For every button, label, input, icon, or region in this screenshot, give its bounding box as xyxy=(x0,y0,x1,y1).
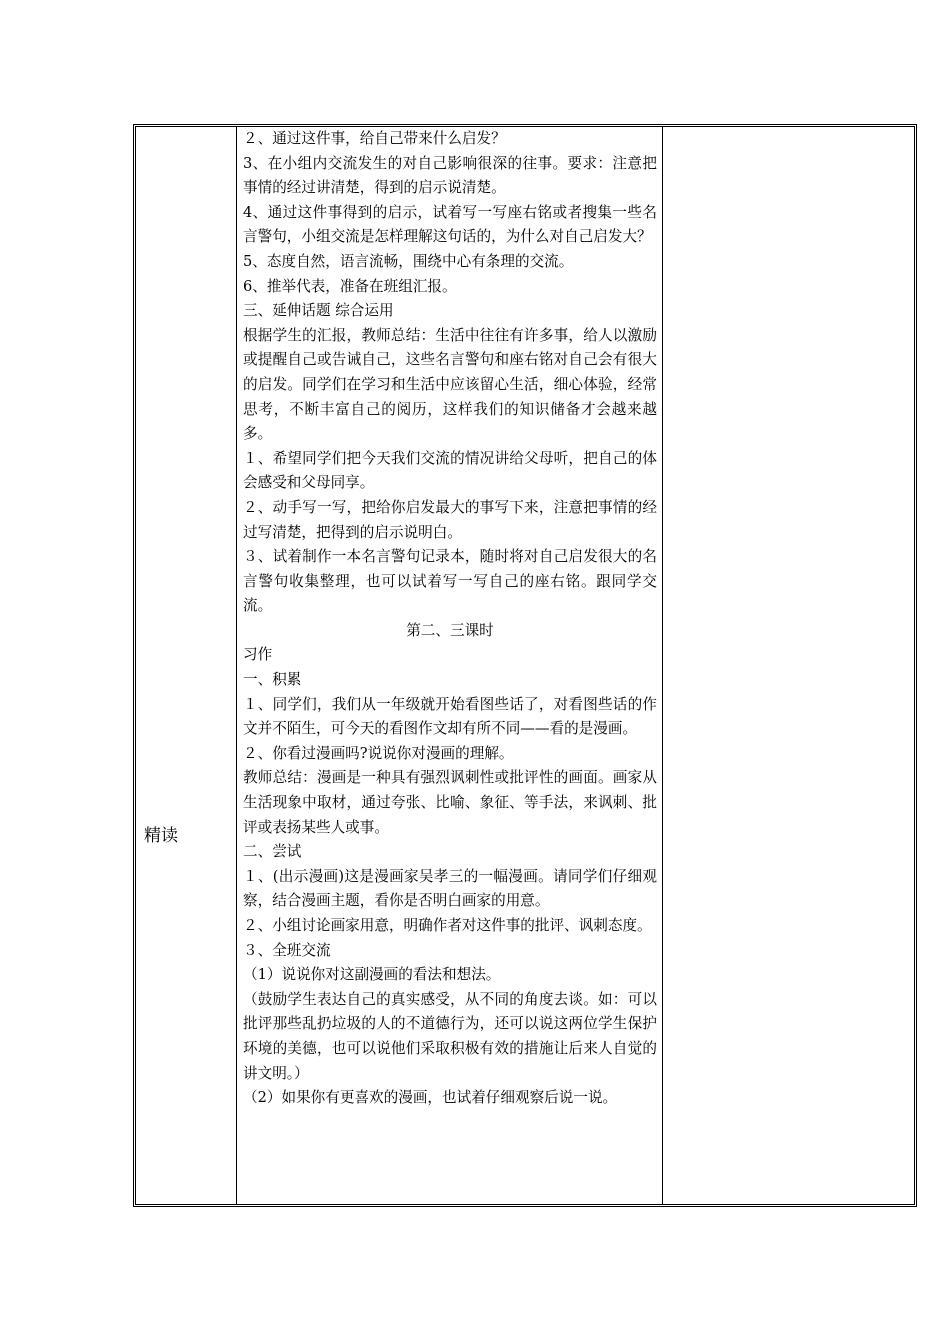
paragraph: 4、通过这件事得到的启示，试着写一写座右铭或者搜集一些名言警句，小组交流是怎样理解这句话的，为什么对自己启发大？ xyxy=(243,203,657,246)
paragraph: 6、推举代表，准备在班组汇报。 xyxy=(243,277,457,295)
paragraph: （鼓励学生表达自己的真实感受，从不同的角度去谈。如：可以批评那些乱扔垃圾的人的不道德行为，还可以说这两位学生保护环境的美德，也可以说他们采取积极有效的措施让后来人自觉的讲文明。） xyxy=(243,990,657,1082)
paragraph: ２、通过这件事，给自己带来什么启发？ xyxy=(243,130,506,147)
paragraph: ２、你看过漫画吗?说说你对漫画的理解。 xyxy=(243,744,514,762)
section-heading: 二、尝试 xyxy=(243,843,302,861)
paragraph: ３、全班交流 xyxy=(243,941,331,959)
section-label-cell: 精读 xyxy=(144,826,178,846)
paragraph: 5、态度自然，语言流畅，围绕中心有条理的交流。 xyxy=(243,252,574,270)
paragraph: 教师总结：漫画是一种具有强烈讽刺性或批评性的画面。画家从生活现象中取材，通过夸张、比喻、象征、等手法，来讽刺、批评或表扬某些人或事。 xyxy=(243,769,657,836)
paragraph: ２、动手写一写，把给你启发最大的事写下来，注意把事情的经过写清楚，把得到的启示说明白。 xyxy=(243,498,657,541)
column-divider-left xyxy=(236,127,237,1204)
paragraph: １、希望同学们把今天我们交流的情况讲给父母听，把自己的体会感受和父母同享。 xyxy=(243,449,657,492)
paragraph: （1）说说你对这副漫画的看法和想法。 xyxy=(243,966,501,984)
paragraph: １、同学们，我们从一年级就开始看图些话了，对看图些话的作文并不陌生，可今天的看图作文却有所不同——看的是漫画。 xyxy=(243,695,657,738)
paragraph: ２、小组讨论画家用意，明确作者对这件事的批评、讽刺态度。 xyxy=(243,917,652,934)
lesson-content xyxy=(243,127,657,1111)
paragraph: 3、在小组内交流发生的对自己影响很深的往事。要求：注意把事情的经过讲清楚，得到的启示说清楚。 xyxy=(243,154,657,197)
paragraph: １、(出示漫画)这是漫画家吴孝三的一幅漫画。请同学们仔细观察，结合漫画主题，看你是否明白画家的用意。 xyxy=(243,867,657,910)
paragraph: 根据学生的汇报，教师总结：生活中往往有许多事，给人以激励或提醒自己或告诫自己，这些名言警句和座右铭对自己会有很大的启发。同学们在学习和生活中应该留心生活，细心体验，经常思考，不断丰富自己的阅历，这样我们的知识储备才会越来越多。 xyxy=(243,326,657,443)
lesson-period-title: 第二、三课时 xyxy=(406,621,494,639)
section-heading: 三、延伸话题 综合运用 xyxy=(243,302,394,320)
paragraph: （2）如果你有更喜欢的漫画，也试着仔细观察后说一说。 xyxy=(243,1089,618,1107)
section-heading: 习作 xyxy=(243,646,273,664)
notes-cell xyxy=(664,127,914,1204)
column-divider-right xyxy=(662,127,663,1204)
paragraph: ３、试着制作一本名言警句记录本，随时将对自己启发很大的名言警句收集整理，也可以试着写一写自己的座右铭。跟同学交流。 xyxy=(243,548,657,615)
section-heading: 一、积累 xyxy=(243,671,302,689)
